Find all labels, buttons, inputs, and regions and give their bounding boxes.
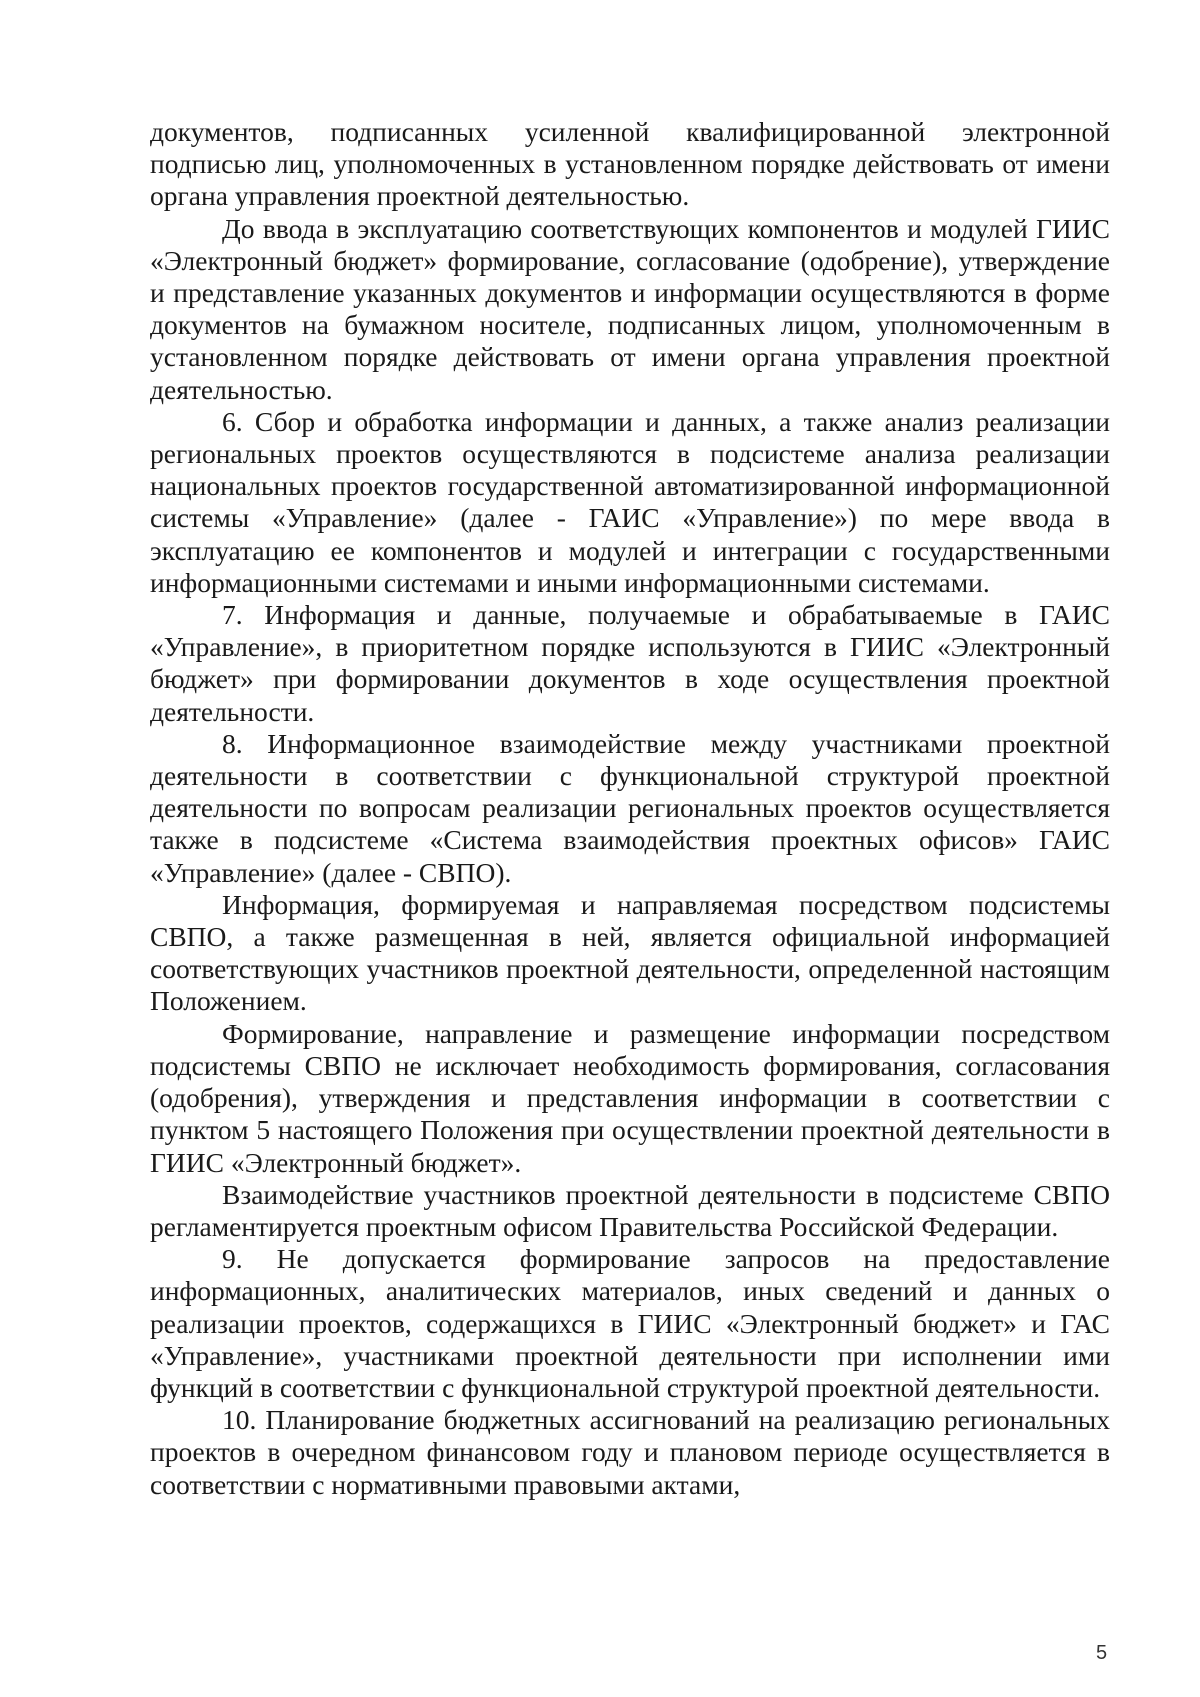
- paragraph-continuation: документов, подписанных усиленной квалифицированной электронной подписью лиц, уполномоченных в установленном порядке действовать от имени органа управления проектной деятельностью.: [150, 116, 1110, 212]
- paragraph-item-8: 8. Информационное взаимодействие между участниками проектной деятельности в соответствии с функциональной структурой проектной деятельности по вопросам реализации региональных проектов осуществляется также в подсистеме «Система взаимодействия проектных офисов» ГАИС «Управление» (далее - СВПО).: [150, 727, 1110, 888]
- paragraph: Взаимодействие участников проектной деятельности в подсистеме СВПО регламентируется проектным офисом Правительства Российской Федерации.: [150, 1178, 1110, 1242]
- paragraph: Информация, формируемая и направляемая посредством подсистемы СВПО, а также размещенная в ней, является официальной информацией соответствующих участников проектной деятельности, определенной настоящим Положением.: [150, 888, 1110, 1017]
- page-number: 5: [1096, 1642, 1108, 1664]
- paragraph: Формирование, направление и размещение информации посредством подсистемы СВПО не исключает необходимость формирования, согласования (одобрения), утверждения и представления информации в соответствии с пунктом 5 настоящего Положения при осуществлении проектной деятельности в ГИИС «Электронный бюджет».: [150, 1017, 1110, 1178]
- paragraph-item-7: 7. Информация и данные, получаемые и обрабатываемые в ГАИС «Управление», в приоритетном порядке используются в ГИИС «Электронный бюджет» при формировании документов в ходе осуществления проектной деятельности.: [150, 599, 1110, 727]
- paragraph: До ввода в эксплуатацию соответствующих компонентов и модулей ГИИС «Электронный бюджет» формирование, согласование (одобрение), утверждение и представление указанных документов и информации осуществляются в форме документов на бумажном носителе, подписанных лицом, уполномоченным в установленном порядке действовать от имени органа управления проектной деятельностью.: [150, 212, 1110, 405]
- paragraph-item-10: 10. Планирование бюджетных ассигнований на реализацию региональных проектов в очередном финансовом году и плановом периоде осуществляется в соответствии с нормативными правовыми актами,: [150, 1404, 1110, 1500]
- paragraph-item-9: 9. Не допускается формирование запросов на предоставление информационных, аналитических материалов, иных сведений и данных о реализации проектов, содержащихся в ГИИС «Электронный бюджет» и ГАС «Управление», участниками проектной деятельности при исполнении ими функций в соответствии с функциональной структурой проектной деятельности.: [150, 1243, 1110, 1403]
- document-page: [150, 116, 1110, 1501]
- paragraph-item-6: 6. Сбор и обработка информации и данных, а также анализ реализации региональных проектов осуществляются в подсистеме анализа реализации национальных проектов государственной автоматизированной информационной системы «Управление» (далее - ГАИС «Управление») по мере ввода в эксплуатацию ее компонентов и модулей и интеграции с государственными информационными системами и иными информационными системами.: [150, 405, 1110, 598]
